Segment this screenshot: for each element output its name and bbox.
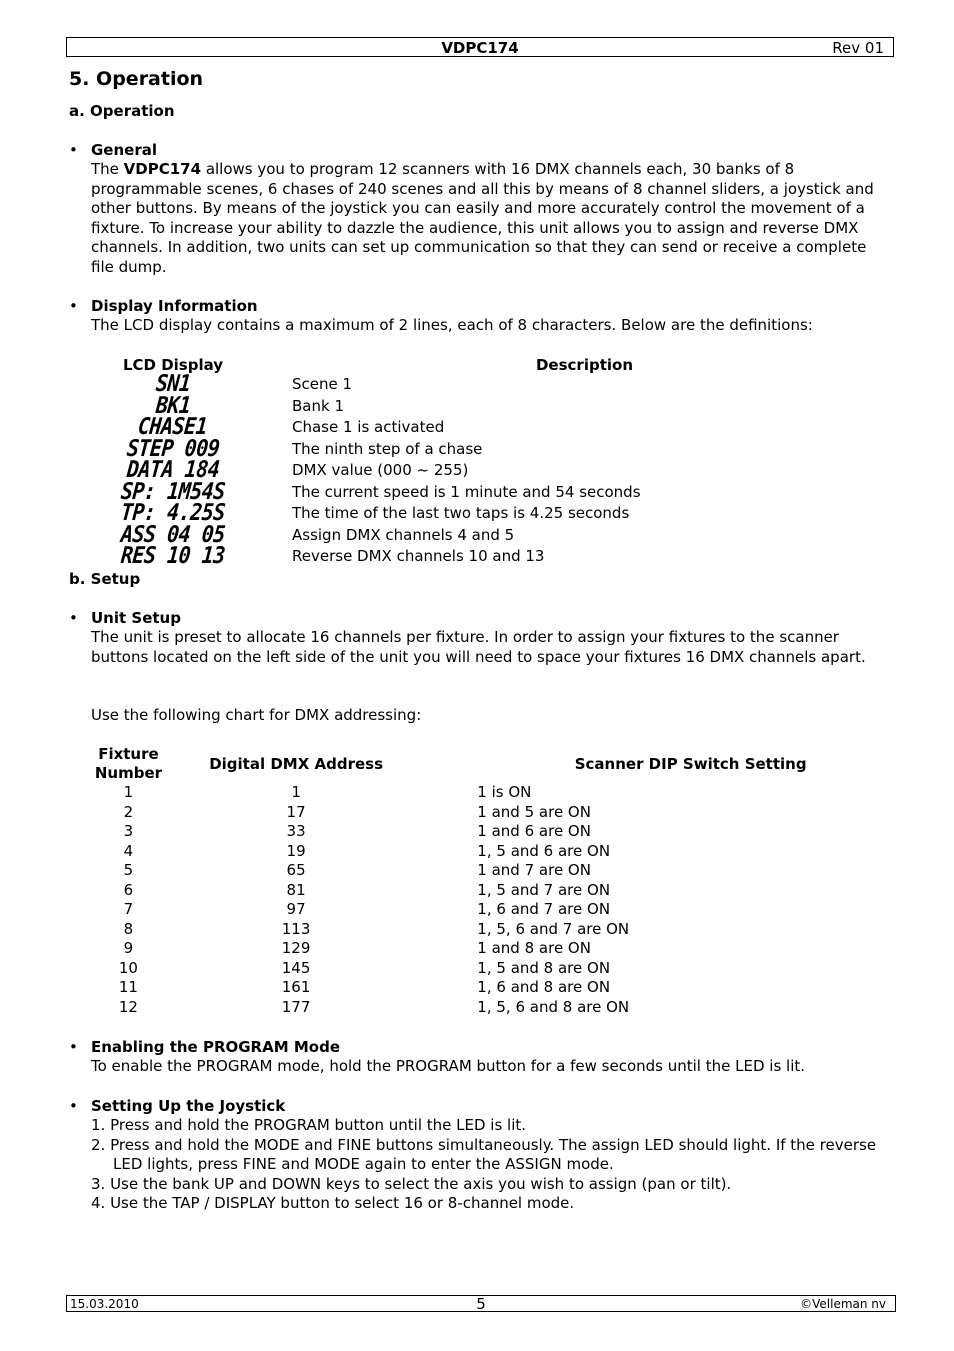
table-row xyxy=(92,842,954,862)
general-paragraph xyxy=(91,160,886,278)
subsection-operation: a. Operation xyxy=(69,102,175,120)
program-mode-paragraph: To enable the PROGRAM mode, hold the PROGRAM button for a few seconds until the LED is lit. xyxy=(91,1057,806,1075)
table-row xyxy=(92,783,954,803)
list-item: 4. Use the TAP / DISPLAY button to select 16 or 8-channel mode. xyxy=(91,1194,575,1213)
list-item: 1. Press and hold the PROGRAM button until the LED is lit. xyxy=(91,1116,527,1134)
lcd-cell xyxy=(94,541,252,569)
fixture-number: 5 xyxy=(123,861,134,879)
dmx-address: 1 xyxy=(291,783,301,801)
joystick-steps xyxy=(91,1116,886,1214)
fixture-number: 1 xyxy=(123,783,134,801)
section-title: 5. Operation xyxy=(69,68,204,90)
table-row xyxy=(92,861,954,881)
program-mode-title: Enabling the PROGRAM Mode xyxy=(91,1038,341,1056)
bullet-general: • xyxy=(69,141,78,159)
table-row xyxy=(92,998,954,1018)
dmx-address: 33 xyxy=(286,822,306,840)
lcd-definitions-table xyxy=(94,354,877,568)
dmx-address: 113 xyxy=(281,919,311,938)
dmx-address: 17 xyxy=(286,802,306,821)
lcd-glyph: BK1 xyxy=(154,390,192,419)
table-row xyxy=(92,920,954,940)
dmx-address: 97 xyxy=(286,900,306,918)
dmx-header-dip: Scanner DIP Switch Setting xyxy=(574,754,807,773)
list-item: 2. Press and hold the MODE and FINE buttons simultaneously. The assign LED should light. If the reverse LED lights, press FINE and MODE again to enter the ASSIGN mode. xyxy=(91,1135,877,1174)
lcd-glyph: STEP 009 xyxy=(125,433,221,462)
lcd-description: Scene 1 xyxy=(292,375,353,393)
table-row xyxy=(92,803,954,823)
dmx-header-fixture xyxy=(92,745,165,783)
lcd-row-spacer xyxy=(252,546,292,568)
fixture-number: 10 xyxy=(118,958,138,977)
lcd-row-spacer xyxy=(252,460,292,482)
lcd-description: The current speed is 1 minute and 54 seconds xyxy=(292,482,641,501)
joystick-title: Setting Up the Joystick xyxy=(91,1097,286,1115)
fixture-number: 7 xyxy=(123,900,134,918)
fixture-number: 8 xyxy=(123,919,134,938)
table-row xyxy=(92,900,954,920)
table-row xyxy=(92,978,954,998)
lcd-description: Chase 1 is activated xyxy=(292,418,445,436)
dip-setting: 1, 5 and 6 are ON xyxy=(477,841,611,860)
dip-setting: 1, 5 and 7 are ON xyxy=(477,880,611,899)
dip-setting: 1, 6 and 8 are ON xyxy=(477,978,611,996)
lcd-glyph: RES 10 13 xyxy=(119,541,227,569)
dmx-address: 177 xyxy=(281,997,311,1016)
table-row xyxy=(94,546,877,568)
lcd-header-display: LCD Display xyxy=(122,356,224,374)
dip-setting: 1 and 5 are ON xyxy=(477,802,591,821)
dmx-address: 161 xyxy=(281,978,311,996)
lcd-row-spacer xyxy=(252,439,292,461)
lcd-header-spacer xyxy=(252,354,292,374)
lcd-header-description: Description xyxy=(535,356,634,374)
general-title: General xyxy=(91,141,157,159)
fixture-number: 6 xyxy=(123,880,134,899)
dip-setting: 1, 5 and 8 are ON xyxy=(477,958,611,977)
fixture-number: 3 xyxy=(123,822,134,840)
lcd-description: The time of the last two taps is 4.25 seconds xyxy=(292,504,630,522)
header-revision: Rev 01 xyxy=(832,39,884,57)
dmx-header-fixture-line2: Number xyxy=(94,764,163,782)
lcd-glyph: TP: 4.25S xyxy=(119,498,227,526)
table-row xyxy=(94,396,877,418)
dmx-header-fixture-line1: Fixture xyxy=(98,745,159,763)
subsection-setup: b. Setup xyxy=(69,570,141,588)
dip-setting: 1 is ON xyxy=(477,783,532,801)
dmx-address: 81 xyxy=(286,880,306,899)
header-model: VDPC174 xyxy=(441,39,519,57)
list-item: 3. Use the bank UP and DOWN keys to select the axis you wish to assign (pan or tilt). xyxy=(91,1174,732,1193)
dmx-address: 145 xyxy=(281,958,311,977)
dmx-address: 129 xyxy=(281,939,311,957)
lcd-row-spacer xyxy=(252,396,292,418)
page-footer xyxy=(66,1295,896,1312)
lcd-glyph: SN1 xyxy=(154,369,192,397)
bullet-joystick: • xyxy=(69,1097,78,1115)
lcd-description: The ninth step of a chase xyxy=(292,439,483,458)
fixture-number: 11 xyxy=(118,978,138,996)
table-row xyxy=(94,374,877,396)
page-header xyxy=(66,37,894,57)
general-text-pre: The xyxy=(91,160,124,178)
lcd-row-spacer xyxy=(252,503,292,525)
unit-setup-paragraph: The unit is preset to allocate 16 channels per fixture. In order to assign your fixtures to the scanner buttons located on the left side of the unit you will need to space your fixtures 16 DMX channels apart. xyxy=(91,628,866,666)
lcd-table-header-row xyxy=(94,354,877,374)
lcd-row-spacer xyxy=(252,417,292,439)
dmx-address: 19 xyxy=(286,841,306,860)
lcd-row-spacer xyxy=(252,525,292,547)
table-row xyxy=(92,959,954,979)
footer-copyright: ©Velleman nv xyxy=(800,1297,886,1311)
lcd-row-spacer xyxy=(252,482,292,504)
display-info-title: Display Information xyxy=(91,297,258,315)
page-number: 5 xyxy=(476,1295,486,1313)
general-text-model: VDPC174 xyxy=(123,160,202,178)
dmx-table-header-row xyxy=(92,745,954,783)
table-row xyxy=(92,822,954,842)
lcd-glyph: SP: 1M54S xyxy=(119,476,227,505)
general-text-post: allows you to program 12 scanners with 16 DMX channels each, 30 banks of 8 programmable scenes, 6 chases of 240 scenes and all this by means of 8 channel sliders, a joystick and other buttons. By means of the joystick you can easily and more accurately control the movement of a fixture. To increase your ability to dazzle the audience, this unit allows you to assign and reverse DMX channels. In addition, two units can set up communication so that they can send or receive a complete file dump. xyxy=(91,160,874,276)
lcd-glyph: ASS 04 05 xyxy=(119,519,227,548)
footer-date: 15.03.2010 xyxy=(70,1297,139,1311)
fixture-number: 9 xyxy=(123,939,134,957)
lcd-description: Reverse DMX channels 10 and 13 xyxy=(292,547,545,565)
dmx-header-address: Digital DMX Address xyxy=(209,754,383,773)
fixture-number: 2 xyxy=(123,802,134,821)
lcd-description: Bank 1 xyxy=(292,396,344,415)
fixture-number: 4 xyxy=(123,841,134,860)
lcd-row-spacer xyxy=(252,374,292,396)
lcd-glyph: CHASE1 xyxy=(137,412,209,440)
bullet-display-info: • xyxy=(69,297,78,315)
lcd-description: DMX value (000 ~ 255) xyxy=(292,461,469,479)
table-row xyxy=(92,939,954,959)
dip-setting: 1, 5, 6 and 8 are ON xyxy=(477,997,630,1016)
lcd-glyph: DATA 184 xyxy=(125,455,221,483)
lcd-description: Assign DMX channels 4 and 5 xyxy=(292,525,515,544)
dip-setting: 1 and 7 are ON xyxy=(477,861,591,879)
dip-setting: 1 and 8 are ON xyxy=(477,939,591,957)
dmx-address: 65 xyxy=(286,861,306,879)
display-info-paragraph: The LCD display contains a maximum of 2 lines, each of 8 characters. Below are the definitions: xyxy=(91,316,813,334)
dip-setting: 1 and 6 are ON xyxy=(477,822,591,840)
dmx-address-table xyxy=(92,745,954,1017)
bullet-unit-setup: • xyxy=(69,609,78,627)
bullet-program-mode: • xyxy=(69,1038,78,1056)
unit-setup-title: Unit Setup xyxy=(91,609,181,627)
chart-intro: Use the following chart for DMX addressing: xyxy=(91,706,422,724)
table-row xyxy=(92,881,954,901)
dip-setting: 1, 5, 6 and 7 are ON xyxy=(477,919,630,938)
dip-setting: 1, 6 and 7 are ON xyxy=(477,900,611,918)
fixture-number: 12 xyxy=(118,997,138,1016)
